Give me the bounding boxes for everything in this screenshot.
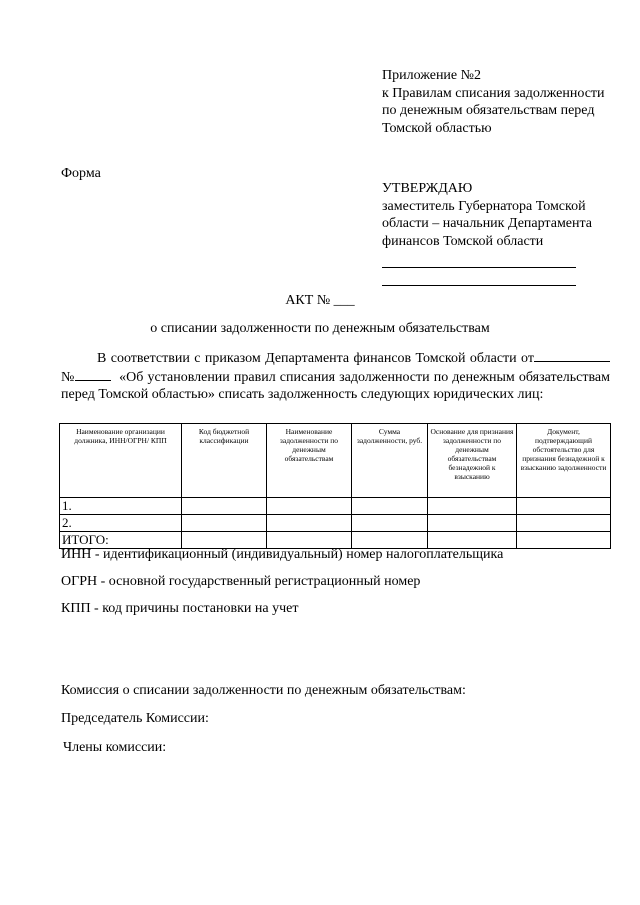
- signature-line: [382, 250, 576, 268]
- approval-heading: УТВЕРЖДАЮ: [382, 181, 473, 196]
- appendix-line: Приложение №2: [382, 68, 481, 83]
- table-cell: [182, 515, 267, 532]
- table-cell: [267, 498, 352, 515]
- act-paragraph: [61, 348, 610, 403]
- table-cell: [267, 515, 352, 532]
- table-cell: 2.: [60, 515, 182, 532]
- paragraph-line: «Об установлении правил списания задолженности по денежным обязательствам: [119, 370, 611, 385]
- commission-members: Члены комиссии:: [63, 740, 167, 755]
- table-cell: [352, 515, 428, 532]
- number-blank: [75, 367, 111, 381]
- appendix-line: по денежным обязательствам перед: [382, 103, 595, 118]
- note-inn: ИНН - идентификационный (индивидуальный) номер налогоплательщика: [61, 547, 504, 562]
- table-cell: [428, 498, 517, 515]
- table-cell: [182, 498, 267, 515]
- approval-block: [382, 180, 622, 286]
- table-header-cell: Документ, подтверждающий обстоятельство для признания безнадежной к взысканию задолженности: [517, 424, 611, 498]
- table-cell: [352, 498, 428, 515]
- appendix-line: к Правилам списания задолженности: [382, 85, 605, 101]
- note-ogrn: ОГРН - основной государственный регистрационный номер: [61, 574, 421, 589]
- commission-chairman: Председатель Комиссии:: [61, 711, 209, 726]
- table-cell: ИТОГО:: [60, 532, 182, 549]
- appendix-block: [382, 67, 622, 137]
- paragraph-line: перед Томской областью» списать задолженность следующих юридических лиц:: [61, 387, 544, 402]
- table-row: [60, 515, 611, 532]
- approval-line: финансов Томской области: [382, 233, 544, 249]
- table-cell: [517, 498, 611, 515]
- appendix-line: Томской областью: [382, 120, 492, 136]
- table-header-cell: Наименование задолженности по денежным обязательствам: [267, 424, 352, 498]
- note-kpp: КПП - код причины постановки на учет: [61, 601, 299, 616]
- approval-line: области – начальник Департамента: [382, 216, 593, 231]
- approval-line: заместитель Губернатора Томской: [382, 198, 586, 214]
- table-cell: [428, 515, 517, 532]
- act-title: АКТ № ___: [285, 293, 355, 308]
- table-header-cell: Основание для признания задолженности по денежным обязательствам безнадежной к взысканию: [428, 424, 517, 498]
- table-header-cell: Наименование организации должника, ИНН/ОГРН/ КПП: [60, 424, 182, 498]
- table-header-row: [60, 424, 611, 498]
- form-label: Форма: [61, 166, 101, 181]
- act-subtitle: о списании задолженности по денежным обязательствам: [150, 321, 490, 336]
- paragraph-line: В соответствии с приказом Департамента финансов Томской области от: [97, 351, 534, 366]
- signature-line: [382, 268, 576, 286]
- table-header-cell: Код бюджетной классификации: [182, 424, 267, 498]
- number-sign: №: [61, 370, 75, 385]
- commission-title: Комиссия о списании задолженности по денежным обязательствам:: [61, 683, 466, 698]
- table-row: [60, 498, 611, 515]
- table-cell: [517, 532, 611, 549]
- table-cell: [517, 515, 611, 532]
- table-cell: 1.: [60, 498, 182, 515]
- table-header-cell: Сумма задолженности, руб.: [352, 424, 428, 498]
- debt-table: [59, 423, 611, 549]
- date-blank: [534, 348, 610, 362]
